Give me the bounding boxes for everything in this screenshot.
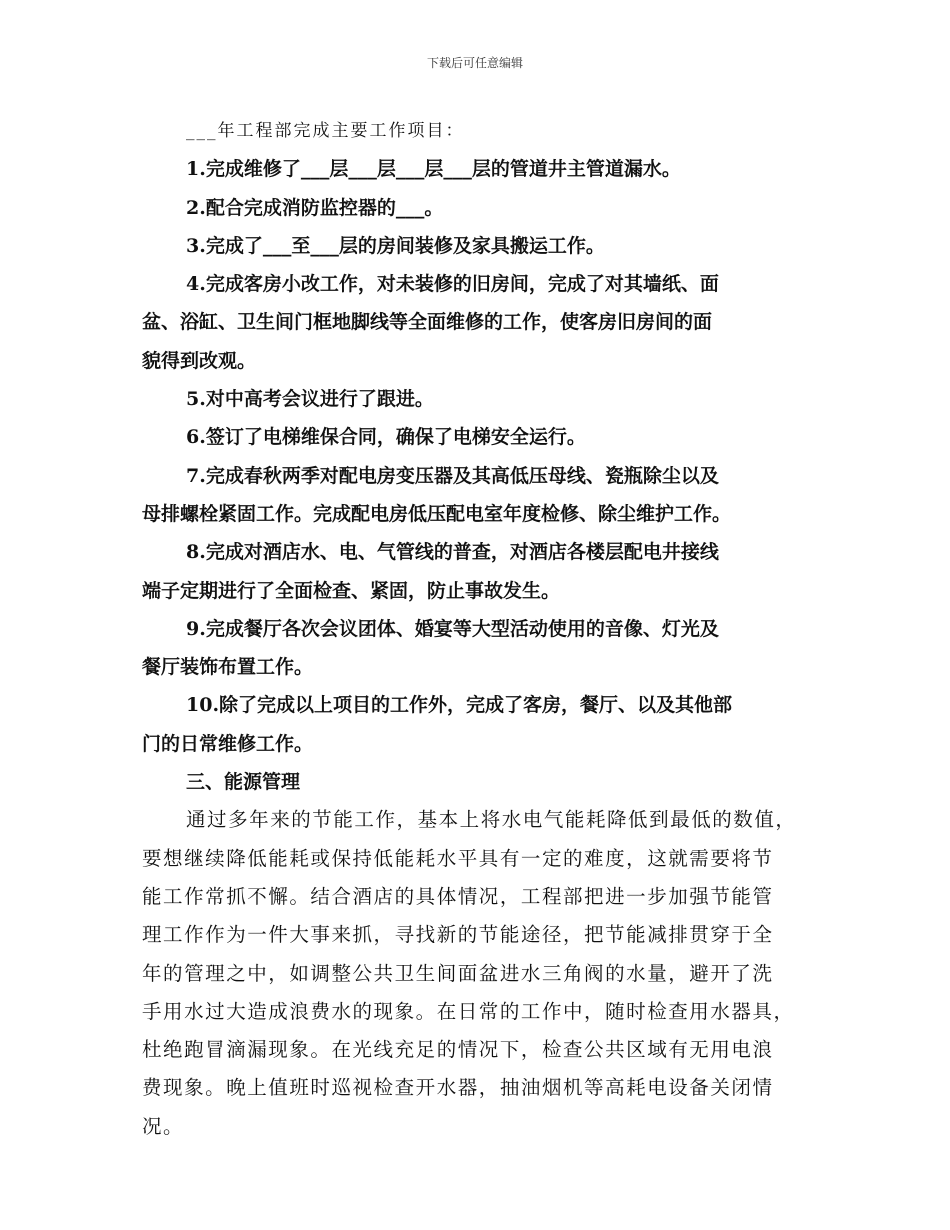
section-intro: ___年工程部完成主要工作项目： — [186, 121, 465, 141]
list-item-7-line-1: 7.完成春秋两季对配电房变压器及其高低压母线、瓷瓶除尘以及 — [186, 464, 719, 487]
list-item-10-line-2: 门的日常维修工作。 — [142, 732, 314, 755]
section-heading-energy: 三、能源管理 — [186, 771, 301, 794]
paragraph-line-8: 费现象。晚上值班时巡视检查开水器，抽油烟机等高耗电设备关闭情 — [142, 1076, 774, 1100]
list-item-4-line-3: 貌得到改观。 — [142, 349, 257, 372]
list-item-8-line-2: 端子定期进行了全面检查、紧固，防止事故发生。 — [142, 579, 561, 602]
list-item-4-line-2: 盆、浴缸、卫生间门框地脚线等全面维修的工作，使客房旧房间的面 — [142, 311, 713, 334]
paragraph-line-5: 年的管理之中，如调整公共卫生间面盆进水三角阀的水量，避开了洗 — [142, 961, 774, 985]
paragraph-line-3: 能工作常抓不懈。结合酒店的具体情况，工程部把进一步加强节能管 — [142, 884, 774, 908]
list-item-8-line-1: 8.完成对酒店水、电、气管线的普查，对酒店各楼层配电井接线 — [186, 541, 719, 564]
paragraph-line-1: 通过多年来的节能工作，基本上将水电气能耗降低到最低的数值， — [186, 808, 797, 832]
paragraph-line-2: 要想继续降低能耗或保持低能耗水平具有一定的难度，这就需要将节 — [142, 846, 774, 870]
list-item-6: 6.签订了电梯维保合同，确保了电梯安全运行。 — [186, 426, 586, 449]
paragraph-line-4: 理工作作为一件大事来抓，寻找新的节能途径，把节能减排贯穿于全 — [142, 923, 774, 947]
list-item-1: 1.完成维修了___层___层___层___层的管道井主管道漏水。 — [186, 158, 681, 181]
list-item-2: 2.配合完成消防监控器的___。 — [186, 196, 444, 219]
document-body — [142, 112, 812, 1146]
list-item-4-line-1: 4.完成客房小改工作，对未装修的旧房间，完成了对其墙纸、面 — [186, 273, 719, 296]
list-item-9-line-1: 9.完成餐厅各次会议团体、婚宴等大型活动使用的音像、灯光及 — [186, 617, 719, 640]
paragraph-line-6: 手用水过大造成浪费水的现象。在日常的工作中，随时检查用水器具， — [142, 999, 795, 1023]
list-item-5: 5.对中高考会议进行了跟进。 — [186, 388, 434, 411]
download-note: 下载后可任意编辑 — [426, 56, 523, 70]
list-item-7-line-2: 母排螺栓紧固工作。完成配电房低压配电室年度检修、除尘维护工作。 — [142, 502, 732, 525]
list-item-9-line-2: 餐厅装饰布置工作。 — [142, 656, 314, 679]
list-item-3: 3.完成了___至___层的房间装修及家具搬运工作。 — [186, 234, 605, 257]
paragraph-line-9: 况。 — [142, 1114, 185, 1138]
paragraph-line-7: 杜绝跑冒滴漏现象。在光线充足的情况下，检查公共区域有无用电浪 — [142, 1038, 774, 1062]
list-item-10-line-1: 10.除了完成以上项目的工作外，完成了客房，餐厅、以及其他部 — [186, 694, 733, 717]
